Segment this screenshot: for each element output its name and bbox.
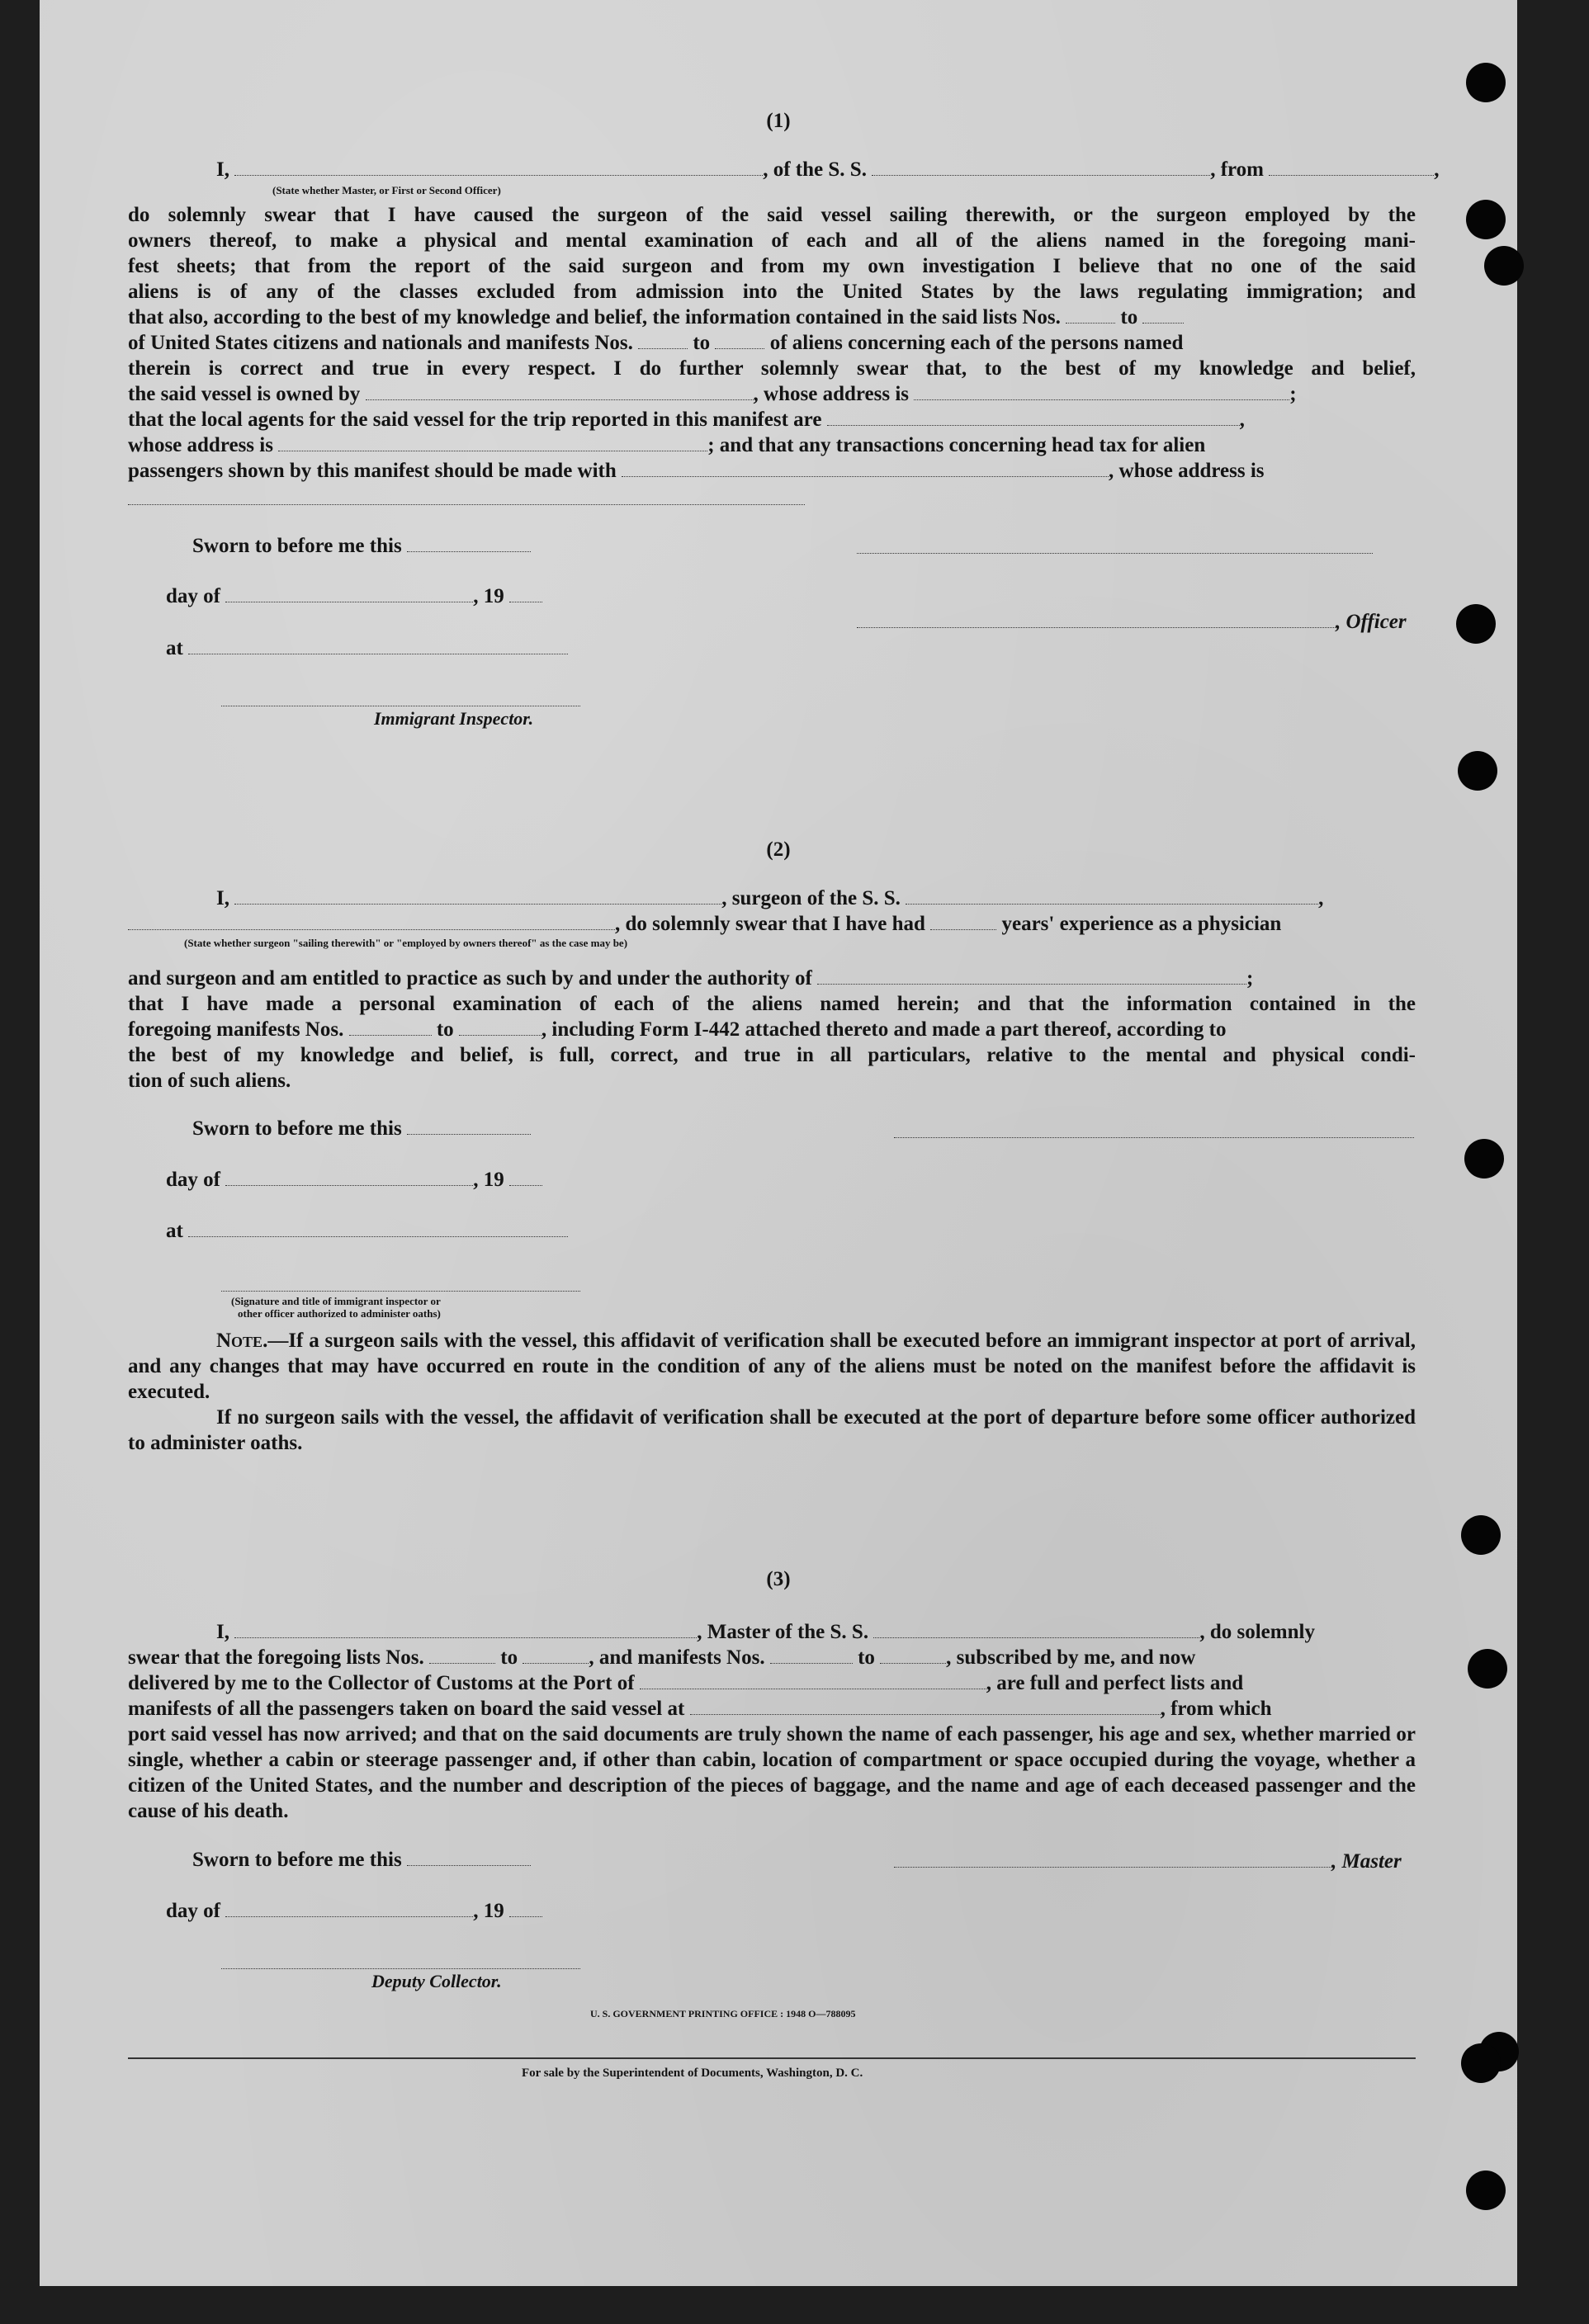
s2-line-6: the best of my knowledge and belief, is full, correct, and true in all particulars, relative to the mental and physical condi-: [128, 1044, 1416, 1066]
s2-authority-field[interactable]: [817, 966, 1246, 985]
s1-from-field[interactable]: [1269, 157, 1434, 176]
s3-master-signature-field[interactable]: [894, 1849, 1331, 1868]
s1-from-label: , from: [1210, 158, 1264, 181]
s2-surgeon-type-field[interactable]: [128, 911, 615, 930]
s2-note-2: If no surgeon sails with the vessel, the affidavit of verification shall be executed at the port of departure before some officer authorized to administer oaths.: [128, 1406, 1416, 1454]
s2-note-label: Note.: [216, 1330, 268, 1352]
s3-master-label: , Master: [1331, 1850, 1402, 1873]
s1-lists-from-field[interactable]: [1066, 305, 1115, 324]
s1-agent-address-field[interactable]: [278, 432, 707, 451]
s1-line-4: fest sheets; that from the report of the said surgeon and from my own investigation I believe that no one of the said: [128, 255, 1416, 277]
s1-manifests-to-label: to: [693, 332, 711, 354]
s1-manifests-nos-label: of United States citizens and nationals and manifests Nos.: [128, 332, 633, 354]
s3-day-of: [166, 1898, 628, 1924]
s3-year-label: , 19: [473, 1900, 504, 1922]
s2-year-field[interactable]: [509, 1167, 542, 1186]
s3-manifests-from-field[interactable]: [770, 1645, 853, 1664]
s2-manifests-to-field[interactable]: [459, 1017, 541, 1036]
s1-vessel-field[interactable]: [872, 157, 1210, 176]
s3-do-solemnly-label: , do solemnly: [1199, 1621, 1315, 1643]
printing-office-note: U. S. GOVERNMENT PRINTING OFFICE : 1948 O—788095: [590, 2008, 856, 2019]
s1-line-1: [128, 157, 1440, 182]
s1-day-of-label: day of: [166, 585, 220, 607]
punch-hole-1: [1466, 63, 1506, 102]
s3-body: port said vessel has now arrived; and that on the said documents are truly shown the name of each passenger, his age and sex, whether married or single, whether a cabin or steerage passenger and, if other than cabin, location of compartment or space occupied during the voyage, whether a citizen of the United States, and the number and description of the pieces of baggage, and the name and age of each deceased passenger and the cause of his death.: [128, 1723, 1416, 1822]
s2-surgeon-name-field[interactable]: [234, 886, 721, 905]
s2-day-of-label: day of: [166, 1169, 220, 1191]
s3-subscribed-label: , subscribed by me, and now: [946, 1646, 1196, 1669]
s1-owner-field[interactable]: [366, 381, 754, 400]
punch-hole-7: [1461, 1515, 1501, 1555]
s1-head-tax-label: ; and that any transactions concerning head tax for alien: [707, 434, 1206, 456]
s1-sworn-field[interactable]: [407, 533, 531, 552]
s1-line-6: [128, 305, 1416, 330]
s1-at-field[interactable]: [188, 635, 568, 654]
s1-day-field[interactable]: [225, 583, 473, 602]
punch-hole-4: [1456, 604, 1496, 644]
s1-i-label: I,: [216, 158, 229, 181]
s1-line-10: [128, 407, 1416, 432]
s1-transactions-label: passengers shown by this manifest should be made with: [128, 460, 617, 482]
s2-line-3: [128, 966, 1416, 991]
s1-owner-address-label: , whose address is: [753, 383, 910, 405]
s1-line-3: owners thereof, to make a physical and mental examination of each and all of the aliens named in the foregoing mani-: [128, 229, 1416, 252]
s3-line-1: [128, 1619, 1416, 1645]
s2-manifests-nos-label: foregoing manifests Nos.: [128, 1018, 344, 1041]
footer-note: For sale by the Superintendent of Documents, Washington, D. C.: [522, 2067, 863, 2080]
s2-sworn-label: Sworn to before me this: [192, 1117, 402, 1140]
s1-line-2: do solemnly swear that I have caused the surgeon of the said vessel sailing therewith, or the surgeon employed by the: [128, 204, 1416, 226]
s3-lists-to-field[interactable]: [523, 1645, 589, 1664]
s1-officer-rank-field[interactable]: [234, 157, 763, 176]
s3-deputy-label: Deputy Collector.: [371, 1971, 502, 1991]
s2-at: [166, 1218, 628, 1244]
s1-officer-row: [857, 609, 1418, 635]
s3-manifests-to-field[interactable]: [880, 1645, 946, 1664]
s1-local-agents-label: that the local agents for the said vessel for the trip reported in this manifest are: [128, 409, 822, 431]
s3-from-which-label: , from which: [1160, 1698, 1272, 1720]
s1-lists-to-field[interactable]: [1142, 305, 1184, 324]
s1-comma: ,: [1434, 158, 1440, 181]
s3-manifests-to-label: to: [858, 1646, 875, 1669]
section-2-number: (2): [766, 838, 791, 861]
s2-vessel-field[interactable]: [906, 886, 1318, 905]
s2-years-field[interactable]: [930, 911, 996, 930]
s1-at-label: at: [166, 637, 183, 659]
s3-vessel-field[interactable]: [873, 1619, 1199, 1638]
s2-line-7: tion of such aliens.: [128, 1070, 291, 1092]
s1-sworn-label: Sworn to before me this: [192, 535, 402, 557]
s2-sworn: [192, 1116, 605, 1141]
s3-line-3: [128, 1670, 1416, 1696]
s2-comma: ,: [1318, 887, 1324, 909]
s1-comma-2: ,: [1239, 409, 1245, 431]
s2-day-field[interactable]: [225, 1167, 473, 1186]
s2-experience-label: years' experience as a physician: [1001, 913, 1282, 935]
punch-hole-3: [1484, 246, 1524, 286]
s3-sworn: [192, 1847, 605, 1873]
punch-hole-2: [1466, 200, 1506, 239]
s2-line-4: that I have made a personal examination of each of the aliens named herein; and that the information contained in the: [128, 993, 1416, 1015]
s1-owned-by-label: the said vessel is owned by: [128, 383, 361, 405]
s2-sig-caption-2: other officer authorized to administer oaths): [238, 1307, 441, 1320]
s1-line-9: [128, 381, 1416, 407]
s2-surgeon-signature-line[interactable]: [894, 1136, 1414, 1138]
s1-transactions-address-label: , whose address is: [1109, 460, 1265, 482]
s2-at-label: at: [166, 1220, 183, 1242]
s1-owner-address-field[interactable]: [914, 381, 1289, 400]
punch-hole-11: [1466, 2170, 1506, 2210]
s2-note-1: [128, 1328, 1416, 1405]
s3-master-row: [894, 1849, 1422, 1874]
s1-year-label: , 19: [473, 585, 504, 607]
s2-form-label: , including Form I-442 attached thereto and made a part thereof, according to: [541, 1018, 1227, 1041]
s1-transactions-field[interactable]: [622, 458, 1109, 477]
manifest-back-page: [40, 0, 1517, 2286]
s1-address-line[interactable]: [128, 503, 805, 505]
punch-hole-5: [1458, 751, 1497, 791]
s2-type-caption: (State whether surgeon "sailing therewith" or "employed by owners thereof" as the case may be): [184, 937, 628, 949]
s1-line-8: therein is correct and true in every respect. I do further solemnly swear that, to the best of my knowledge and belief,: [128, 357, 1416, 380]
s1-agent-address-label: whose address is: [128, 434, 273, 456]
s3-day-of-label: day of: [166, 1900, 220, 1922]
s2-note-1-text: —If a surgeon sails with the vessel, this affidavit of verification shall be executed before an immigrant inspector at port of arrival, and any changes that may have occurred en route in the condition of any of the aliens must be noted on the manifest before the affidavit is executed.: [128, 1330, 1416, 1403]
s1-inspector-signature-line[interactable]: [221, 704, 580, 706]
s1-at: [166, 635, 628, 661]
s3-departure-port-field[interactable]: [690, 1696, 1161, 1715]
footer-rule: [128, 2056, 1416, 2059]
s2-line-1: [128, 886, 1416, 911]
s2-at-field[interactable]: [188, 1218, 568, 1237]
s3-i-label: I,: [216, 1621, 229, 1643]
s1-officer-field[interactable]: [857, 609, 1336, 628]
s3-port-label: delivered by me to the Collector of Customs at the Port of: [128, 1672, 635, 1694]
s2-surgeon-of-ss-label: , surgeon of the S. S.: [721, 887, 901, 909]
s1-local-agents-field[interactable]: [827, 407, 1240, 426]
s1-lists-to-label: to: [1120, 306, 1138, 328]
s3-year-field[interactable]: [509, 1898, 542, 1917]
s2-line-5: [128, 1017, 1416, 1042]
s1-aliens-label: of aliens concerning each of the persons named: [769, 332, 1184, 354]
s3-perfect-lists-label: , are full and perfect lists and: [986, 1672, 1244, 1694]
s3-taken-on-board-label: manifests of all the passengers taken on board the said vessel at: [128, 1698, 685, 1720]
s3-port-field[interactable]: [640, 1670, 986, 1689]
s1-manifests-to-field[interactable]: [715, 330, 764, 349]
s1-officer-label: , Officer: [1336, 611, 1407, 633]
s1-lists-nos-label: that also, according to the best of my knowledge and belief, the information contained in the said lists Nos.: [128, 306, 1061, 328]
s3-day-field[interactable]: [225, 1898, 473, 1917]
s3-deputy-signature-line[interactable]: [221, 1967, 580, 1969]
s2-day-of: [166, 1167, 628, 1193]
s1-manifests-from-field[interactable]: [638, 330, 688, 349]
s3-line-2: [128, 1645, 1416, 1670]
s1-line-5: aliens is of any of the classes excluded from admission into the United States by the laws regulating immigration; and: [128, 281, 1416, 303]
s3-lists-from-field[interactable]: [429, 1645, 495, 1664]
s1-semicolon: ;: [1289, 383, 1297, 405]
s3-line-4: [128, 1696, 1416, 1722]
punch-hole-10: [1461, 2043, 1501, 2083]
s2-line-2: [128, 911, 1416, 937]
s3-lists-nos-label: swear that the foregoing lists Nos.: [128, 1646, 424, 1669]
s3-sworn-label: Sworn to before me this: [192, 1849, 402, 1871]
s2-year-label: , 19: [473, 1169, 504, 1191]
s1-year-field[interactable]: [509, 583, 542, 602]
s1-line-7: [128, 330, 1416, 356]
s1-rank-caption: (State whether Master, or First or Second Officer): [272, 184, 501, 196]
s1-sworn: [192, 533, 605, 559]
s3-master-of-ss-label: , Master of the S. S.: [697, 1621, 869, 1643]
s3-manifests-nos-label: , and manifests Nos.: [589, 1646, 765, 1669]
section-1-number: (1): [766, 110, 791, 132]
s2-sig-caption-1: (Signature and title of immigrant inspector or: [231, 1295, 441, 1307]
s2-manifests-to-label: to: [436, 1018, 454, 1041]
s2-semicolon: ;: [1246, 967, 1254, 990]
punch-hole-8: [1468, 1649, 1507, 1689]
s3-sworn-field[interactable]: [407, 1847, 531, 1866]
s2-authority-label: and surgeon and am entitled to practice as such by and under the authority of: [128, 967, 812, 990]
s1-of-ss-label: , of the S. S.: [763, 158, 867, 181]
s3-master-name-field[interactable]: [234, 1619, 697, 1638]
s1-line-12: [128, 458, 1416, 484]
s3-lists-to-label: to: [500, 1646, 518, 1669]
s2-i-label: I,: [216, 887, 229, 909]
s2-swear-label: , do solemnly swear that I have had: [615, 913, 925, 935]
s1-line-11: [128, 432, 1416, 458]
s1-inspector-label: Immigrant Inspector.: [374, 708, 534, 729]
s2-manifests-from-field[interactable]: [349, 1017, 432, 1036]
s2-sworn-field[interactable]: [407, 1116, 531, 1135]
s1-day-of: [166, 583, 628, 609]
s2-inspector-signature-line[interactable]: [221, 1289, 580, 1292]
punch-hole-6: [1464, 1139, 1504, 1179]
s1-officer-signature-line[interactable]: [857, 551, 1373, 554]
section-3-number: (3): [766, 1568, 791, 1590]
